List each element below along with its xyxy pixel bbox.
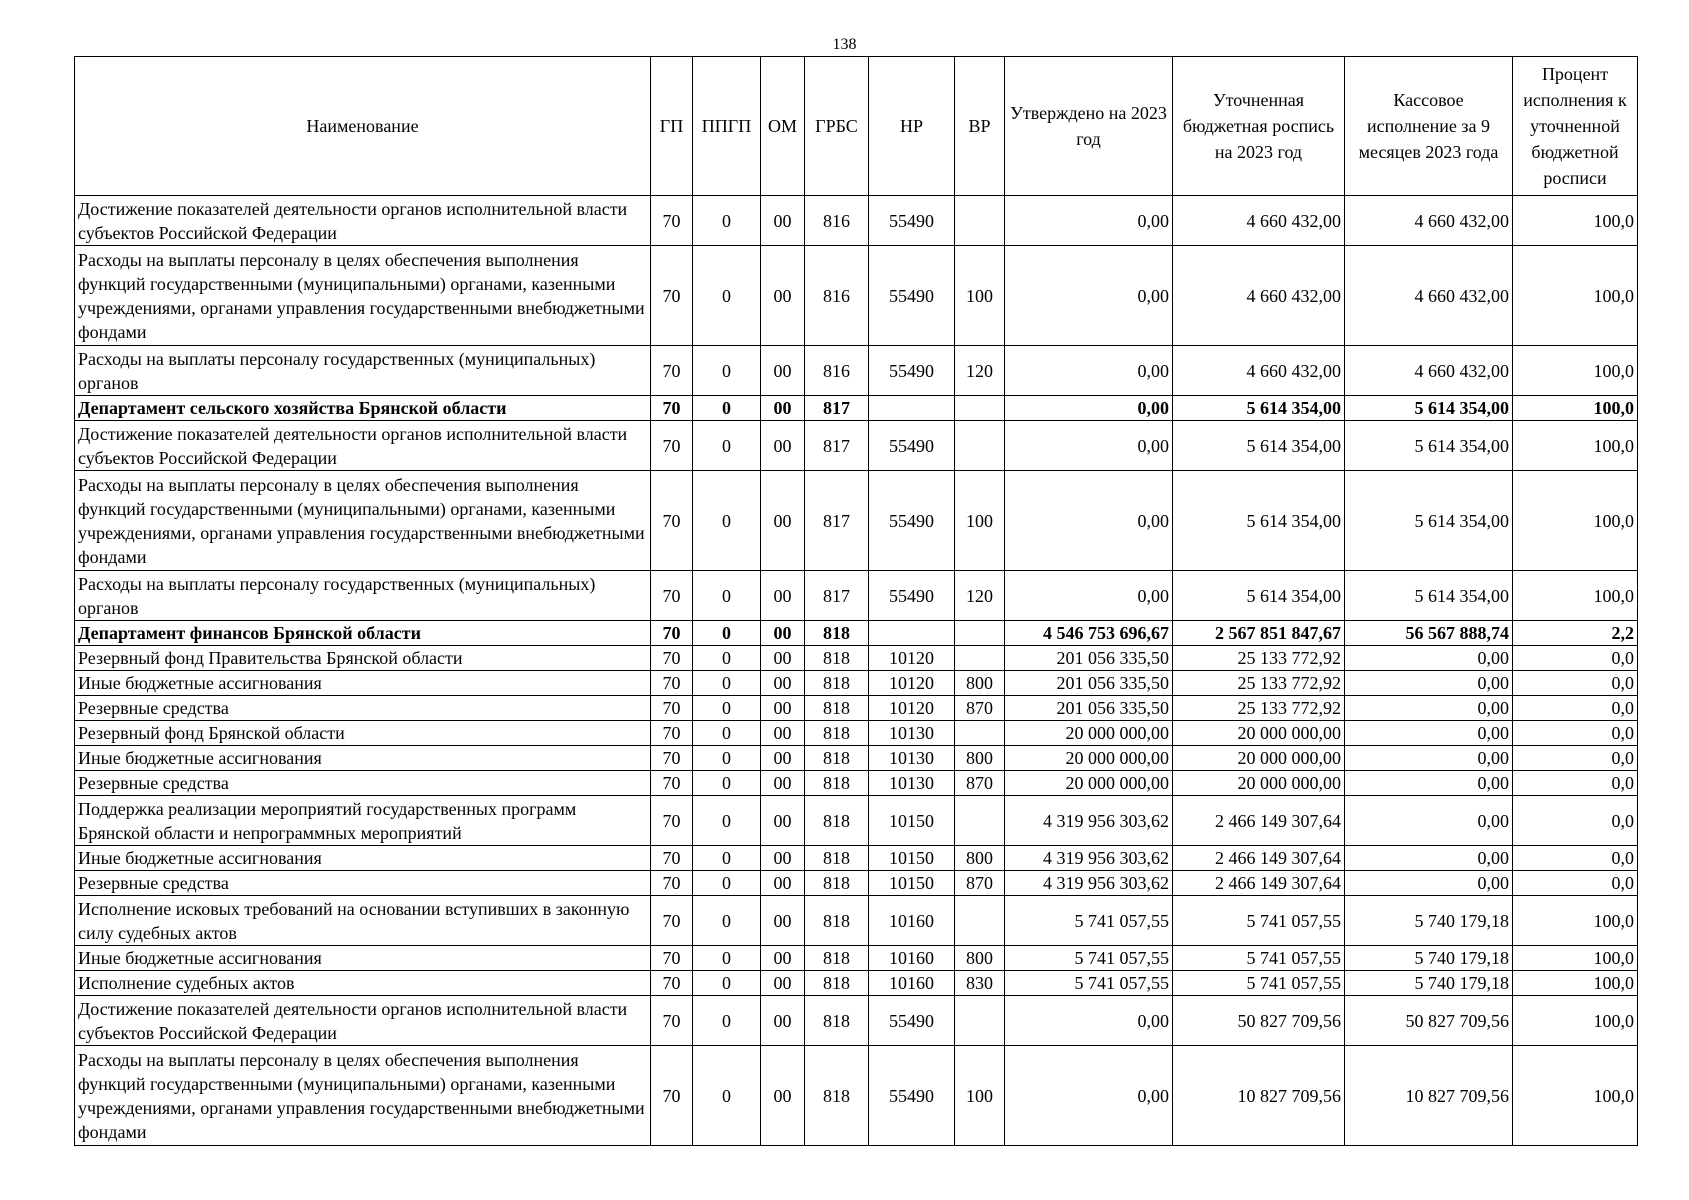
cell-vr bbox=[955, 646, 1005, 671]
cell-name: Иные бюджетные ассигнования bbox=[75, 946, 651, 971]
cell-vr: 830 bbox=[955, 971, 1005, 996]
table-row bbox=[75, 196, 1638, 246]
cell-cash: 0,00 bbox=[1345, 746, 1513, 771]
cell-refined: 20 000 000,00 bbox=[1173, 771, 1345, 796]
table-row bbox=[75, 796, 1638, 846]
cell-refined: 2 567 851 847,67 bbox=[1173, 621, 1345, 646]
cell-refined: 5 741 057,55 bbox=[1173, 971, 1345, 996]
cell-percent: 100,0 bbox=[1513, 471, 1638, 571]
cell-cash: 0,00 bbox=[1345, 796, 1513, 846]
table-row bbox=[75, 746, 1638, 771]
cell-approved: 0,00 bbox=[1005, 1046, 1173, 1146]
cell-percent: 2,2 bbox=[1513, 621, 1638, 646]
cell-percent: 0,0 bbox=[1513, 746, 1638, 771]
cell-refined: 2 466 149 307,64 bbox=[1173, 846, 1345, 871]
table-row bbox=[75, 971, 1638, 996]
cell-gp: 70 bbox=[651, 746, 693, 771]
cell-cash: 4 660 432,00 bbox=[1345, 246, 1513, 346]
cell-ppgp: 0 bbox=[693, 246, 761, 346]
cell-grbs: 816 bbox=[805, 346, 869, 396]
header-approved: Утверждено на 2023 год bbox=[1005, 57, 1173, 196]
header-vr: ВР bbox=[955, 57, 1005, 196]
cell-refined: 4 660 432,00 bbox=[1173, 346, 1345, 396]
cell-nr: 55490 bbox=[869, 1046, 955, 1146]
cell-nr: 10160 bbox=[869, 946, 955, 971]
cell-om: 00 bbox=[761, 621, 805, 646]
cell-om: 00 bbox=[761, 796, 805, 846]
cell-om: 00 bbox=[761, 696, 805, 721]
cell-vr bbox=[955, 896, 1005, 946]
cell-ppgp: 0 bbox=[693, 471, 761, 571]
cell-percent: 0,0 bbox=[1513, 796, 1638, 846]
cell-refined: 20 000 000,00 bbox=[1173, 721, 1345, 746]
cell-cash: 0,00 bbox=[1345, 671, 1513, 696]
cell-nr: 55490 bbox=[869, 246, 955, 346]
cell-percent: 0,0 bbox=[1513, 871, 1638, 896]
cell-cash: 0,00 bbox=[1345, 846, 1513, 871]
table-row bbox=[75, 646, 1638, 671]
cell-approved: 5 741 057,55 bbox=[1005, 971, 1173, 996]
cell-ppgp: 0 bbox=[693, 196, 761, 246]
cell-nr: 55490 bbox=[869, 471, 955, 571]
cell-om: 00 bbox=[761, 971, 805, 996]
cell-name: Достижение показателей деятельности органов исполнительной власти субъектов Российской Федерации bbox=[75, 421, 651, 471]
table-row bbox=[75, 896, 1638, 946]
cell-grbs: 817 bbox=[805, 471, 869, 571]
cell-refined: 10 827 709,56 bbox=[1173, 1046, 1345, 1146]
cell-approved: 0,00 bbox=[1005, 346, 1173, 396]
cell-refined: 25 133 772,92 bbox=[1173, 671, 1345, 696]
cell-approved: 20 000 000,00 bbox=[1005, 746, 1173, 771]
cell-approved: 20 000 000,00 bbox=[1005, 721, 1173, 746]
cell-approved: 201 056 335,50 bbox=[1005, 696, 1173, 721]
cell-name: Резервные средства bbox=[75, 771, 651, 796]
cell-om: 00 bbox=[761, 871, 805, 896]
cell-refined: 20 000 000,00 bbox=[1173, 746, 1345, 771]
cell-vr: 800 bbox=[955, 746, 1005, 771]
cell-gp: 70 bbox=[651, 721, 693, 746]
cell-om: 00 bbox=[761, 571, 805, 621]
cell-om: 00 bbox=[761, 396, 805, 421]
cell-approved: 0,00 bbox=[1005, 571, 1173, 621]
cell-ppgp: 0 bbox=[693, 696, 761, 721]
cell-name: Департамент финансов Брянской области bbox=[75, 621, 651, 646]
cell-name: Поддержка реализации мероприятий государственных программ Брянской области и непрограммных мероприятий bbox=[75, 796, 651, 846]
cell-om: 00 bbox=[761, 1046, 805, 1146]
cell-percent: 0,0 bbox=[1513, 721, 1638, 746]
cell-refined: 2 466 149 307,64 bbox=[1173, 871, 1345, 896]
cell-approved: 4 319 956 303,62 bbox=[1005, 846, 1173, 871]
cell-ppgp: 0 bbox=[693, 621, 761, 646]
cell-vr: 100 bbox=[955, 471, 1005, 571]
cell-om: 00 bbox=[761, 771, 805, 796]
cell-name: Достижение показателей деятельности органов исполнительной власти субъектов Российской Федерации bbox=[75, 996, 651, 1046]
cell-nr: 10150 bbox=[869, 846, 955, 871]
cell-cash: 4 660 432,00 bbox=[1345, 196, 1513, 246]
table-row bbox=[75, 671, 1638, 696]
cell-gp: 70 bbox=[651, 396, 693, 421]
cell-vr bbox=[955, 996, 1005, 1046]
cell-percent: 100,0 bbox=[1513, 571, 1638, 621]
cell-vr: 120 bbox=[955, 346, 1005, 396]
table-row bbox=[75, 346, 1638, 396]
cell-vr bbox=[955, 196, 1005, 246]
cell-om: 00 bbox=[761, 946, 805, 971]
cell-percent: 100,0 bbox=[1513, 996, 1638, 1046]
cell-refined: 50 827 709,56 bbox=[1173, 996, 1345, 1046]
cell-nr: 55490 bbox=[869, 196, 955, 246]
cell-nr: 10160 bbox=[869, 971, 955, 996]
cell-cash: 0,00 bbox=[1345, 721, 1513, 746]
cell-nr: 55490 bbox=[869, 421, 955, 471]
cell-name: Исполнение судебных актов bbox=[75, 971, 651, 996]
cell-approved: 0,00 bbox=[1005, 996, 1173, 1046]
cell-gp: 70 bbox=[651, 196, 693, 246]
cell-om: 00 bbox=[761, 646, 805, 671]
cell-percent: 0,0 bbox=[1513, 696, 1638, 721]
cell-gp: 70 bbox=[651, 946, 693, 971]
cell-grbs: 817 bbox=[805, 421, 869, 471]
cell-approved: 0,00 bbox=[1005, 246, 1173, 346]
cell-gp: 70 bbox=[651, 896, 693, 946]
cell-percent: 0,0 bbox=[1513, 771, 1638, 796]
cell-approved: 5 741 057,55 bbox=[1005, 896, 1173, 946]
cell-percent: 0,0 bbox=[1513, 646, 1638, 671]
cell-om: 00 bbox=[761, 246, 805, 346]
cell-gp: 70 bbox=[651, 696, 693, 721]
cell-name: Иные бюджетные ассигнования bbox=[75, 671, 651, 696]
cell-om: 00 bbox=[761, 746, 805, 771]
cell-om: 00 bbox=[761, 671, 805, 696]
cell-cash: 56 567 888,74 bbox=[1345, 621, 1513, 646]
cell-gp: 70 bbox=[651, 671, 693, 696]
header-grbs: ГРБС bbox=[805, 57, 869, 196]
cell-percent: 100,0 bbox=[1513, 246, 1638, 346]
table-header-row bbox=[75, 57, 1638, 196]
cell-refined: 5 614 354,00 bbox=[1173, 471, 1345, 571]
cell-percent: 0,0 bbox=[1513, 671, 1638, 696]
budget-table bbox=[74, 56, 1638, 1146]
cell-cash: 50 827 709,56 bbox=[1345, 996, 1513, 1046]
cell-grbs: 818 bbox=[805, 721, 869, 746]
cell-name: Исполнение исковых требований на основании вступивших в законную силу судебных актов bbox=[75, 896, 651, 946]
cell-ppgp: 0 bbox=[693, 796, 761, 846]
cell-vr bbox=[955, 621, 1005, 646]
cell-nr: 10120 bbox=[869, 696, 955, 721]
cell-grbs: 817 bbox=[805, 571, 869, 621]
cell-cash: 4 660 432,00 bbox=[1345, 346, 1513, 396]
cell-nr: 10120 bbox=[869, 646, 955, 671]
cell-grbs: 818 bbox=[805, 846, 869, 871]
cell-nr: 10130 bbox=[869, 771, 955, 796]
cell-refined: 5 614 354,00 bbox=[1173, 571, 1345, 621]
table-row bbox=[75, 771, 1638, 796]
header-percent: Процент исполнения к уточненной бюджетной росписи bbox=[1513, 57, 1638, 196]
cell-ppgp: 0 bbox=[693, 396, 761, 421]
cell-grbs: 816 bbox=[805, 246, 869, 346]
cell-vr: 800 bbox=[955, 946, 1005, 971]
cell-name: Расходы на выплаты персоналу в целях обеспечения выполнения функций государственными (муниципальными) органами, казенными учреждениями, органами управления государственными внебюджетными фондами bbox=[75, 1046, 651, 1146]
cell-cash: 5 740 179,18 bbox=[1345, 971, 1513, 996]
cell-name: Департамент сельского хозяйства Брянской области bbox=[75, 396, 651, 421]
cell-percent: 100,0 bbox=[1513, 1046, 1638, 1146]
cell-percent: 100,0 bbox=[1513, 946, 1638, 971]
cell-cash: 5 740 179,18 bbox=[1345, 896, 1513, 946]
cell-approved: 201 056 335,50 bbox=[1005, 671, 1173, 696]
table-row bbox=[75, 846, 1638, 871]
cell-nr: 55490 bbox=[869, 571, 955, 621]
header-refined: Уточненная бюджетная роспись на 2023 год bbox=[1173, 57, 1345, 196]
cell-grbs: 818 bbox=[805, 646, 869, 671]
cell-name: Расходы на выплаты персоналу в целях обеспечения выполнения функций государственными (муниципальными) органами, казенными учреждениями, органами управления государственными внебюджетными фондами bbox=[75, 246, 651, 346]
cell-nr: 10120 bbox=[869, 671, 955, 696]
cell-nr: 55490 bbox=[869, 346, 955, 396]
cell-refined: 4 660 432,00 bbox=[1173, 246, 1345, 346]
cell-approved: 201 056 335,50 bbox=[1005, 646, 1173, 671]
cell-cash: 0,00 bbox=[1345, 646, 1513, 671]
header-nr: НР bbox=[869, 57, 955, 196]
cell-name: Иные бюджетные ассигнования bbox=[75, 846, 651, 871]
cell-om: 00 bbox=[761, 846, 805, 871]
cell-grbs: 818 bbox=[805, 971, 869, 996]
cell-gp: 70 bbox=[651, 971, 693, 996]
cell-gp: 70 bbox=[651, 471, 693, 571]
cell-grbs: 818 bbox=[805, 1046, 869, 1146]
cell-approved: 4 319 956 303,62 bbox=[1005, 796, 1173, 846]
cell-name: Расходы на выплаты персоналу государственных (муниципальных) органов bbox=[75, 571, 651, 621]
cell-approved: 0,00 bbox=[1005, 196, 1173, 246]
cell-ppgp: 0 bbox=[693, 871, 761, 896]
cell-approved: 0,00 bbox=[1005, 471, 1173, 571]
cell-refined: 25 133 772,92 bbox=[1173, 696, 1345, 721]
cell-gp: 70 bbox=[651, 796, 693, 846]
cell-grbs: 818 bbox=[805, 871, 869, 896]
cell-name: Резервный фонд Брянской области bbox=[75, 721, 651, 746]
table-row bbox=[75, 246, 1638, 346]
cell-approved: 4 319 956 303,62 bbox=[1005, 871, 1173, 896]
cell-grbs: 818 bbox=[805, 671, 869, 696]
table-row bbox=[75, 996, 1638, 1046]
cell-cash: 10 827 709,56 bbox=[1345, 1046, 1513, 1146]
table-row bbox=[75, 396, 1638, 421]
cell-om: 00 bbox=[761, 346, 805, 396]
cell-grbs: 818 bbox=[805, 946, 869, 971]
cell-gp: 70 bbox=[651, 846, 693, 871]
cell-cash: 5 740 179,18 bbox=[1345, 946, 1513, 971]
cell-om: 00 bbox=[761, 471, 805, 571]
cell-om: 00 bbox=[761, 421, 805, 471]
header-gp: ГП bbox=[651, 57, 693, 196]
cell-gp: 70 bbox=[651, 646, 693, 671]
table-row bbox=[75, 1046, 1638, 1146]
table-row bbox=[75, 946, 1638, 971]
cell-ppgp: 0 bbox=[693, 346, 761, 396]
header-ppgp: ППГП bbox=[693, 57, 761, 196]
cell-ppgp: 0 bbox=[693, 721, 761, 746]
cell-gp: 70 bbox=[651, 871, 693, 896]
cell-vr: 120 bbox=[955, 571, 1005, 621]
cell-refined: 4 660 432,00 bbox=[1173, 196, 1345, 246]
cell-grbs: 818 bbox=[805, 896, 869, 946]
cell-gp: 70 bbox=[651, 246, 693, 346]
cell-name: Расходы на выплаты персоналу в целях обеспечения выполнения функций государственными (муниципальными) органами, казенными учреждениями, органами управления государственными внебюджетными фондами bbox=[75, 471, 651, 571]
cell-grbs: 818 bbox=[805, 771, 869, 796]
cell-name: Достижение показателей деятельности органов исполнительной власти субъектов Российской Федерации bbox=[75, 196, 651, 246]
cell-ppgp: 0 bbox=[693, 946, 761, 971]
cell-percent: 100,0 bbox=[1513, 896, 1638, 946]
cell-grbs: 817 bbox=[805, 396, 869, 421]
cell-vr bbox=[955, 396, 1005, 421]
table-row bbox=[75, 471, 1638, 571]
cell-refined: 5 741 057,55 bbox=[1173, 896, 1345, 946]
cell-ppgp: 0 bbox=[693, 971, 761, 996]
cell-cash: 5 614 354,00 bbox=[1345, 421, 1513, 471]
cell-cash: 0,00 bbox=[1345, 871, 1513, 896]
cell-grbs: 818 bbox=[805, 621, 869, 646]
cell-grbs: 816 bbox=[805, 196, 869, 246]
cell-nr: 10150 bbox=[869, 871, 955, 896]
header-om: ОМ bbox=[761, 57, 805, 196]
cell-percent: 100,0 bbox=[1513, 346, 1638, 396]
cell-name: Резервный фонд Правительства Брянской области bbox=[75, 646, 651, 671]
cell-name: Резервные средства bbox=[75, 696, 651, 721]
cell-gp: 70 bbox=[651, 421, 693, 471]
cell-nr bbox=[869, 621, 955, 646]
cell-grbs: 818 bbox=[805, 746, 869, 771]
cell-approved: 0,00 bbox=[1005, 396, 1173, 421]
cell-ppgp: 0 bbox=[693, 996, 761, 1046]
cell-vr bbox=[955, 721, 1005, 746]
table-row bbox=[75, 421, 1638, 471]
cell-approved: 20 000 000,00 bbox=[1005, 771, 1173, 796]
table-row bbox=[75, 871, 1638, 896]
cell-percent: 100,0 bbox=[1513, 396, 1638, 421]
cell-nr: 10130 bbox=[869, 746, 955, 771]
cell-refined: 25 133 772,92 bbox=[1173, 646, 1345, 671]
cell-cash: 5 614 354,00 bbox=[1345, 571, 1513, 621]
cell-nr: 10150 bbox=[869, 796, 955, 846]
cell-vr bbox=[955, 421, 1005, 471]
cell-nr: 10130 bbox=[869, 721, 955, 746]
cell-vr: 870 bbox=[955, 871, 1005, 896]
cell-grbs: 818 bbox=[805, 696, 869, 721]
cell-gp: 70 bbox=[651, 346, 693, 396]
cell-vr: 870 bbox=[955, 696, 1005, 721]
cell-gp: 70 bbox=[651, 1046, 693, 1146]
table-row bbox=[75, 621, 1638, 646]
cell-cash: 0,00 bbox=[1345, 771, 1513, 796]
header-name: Наименование bbox=[75, 57, 651, 196]
table-row bbox=[75, 721, 1638, 746]
cell-ppgp: 0 bbox=[693, 746, 761, 771]
cell-percent: 0,0 bbox=[1513, 846, 1638, 871]
cell-vr bbox=[955, 796, 1005, 846]
cell-approved: 5 741 057,55 bbox=[1005, 946, 1173, 971]
cell-approved: 4 546 753 696,67 bbox=[1005, 621, 1173, 646]
cell-grbs: 818 bbox=[805, 796, 869, 846]
cell-om: 00 bbox=[761, 196, 805, 246]
cell-percent: 100,0 bbox=[1513, 421, 1638, 471]
table-row bbox=[75, 696, 1638, 721]
cell-vr: 100 bbox=[955, 246, 1005, 346]
cell-ppgp: 0 bbox=[693, 896, 761, 946]
cell-gp: 70 bbox=[651, 771, 693, 796]
header-cash: Кассовое исполнение за 9 месяцев 2023 года bbox=[1345, 57, 1513, 196]
cell-percent: 100,0 bbox=[1513, 971, 1638, 996]
cell-ppgp: 0 bbox=[693, 646, 761, 671]
cell-cash: 0,00 bbox=[1345, 696, 1513, 721]
cell-ppgp: 0 bbox=[693, 1046, 761, 1146]
cell-ppgp: 0 bbox=[693, 846, 761, 871]
cell-gp: 70 bbox=[651, 996, 693, 1046]
cell-cash: 5 614 354,00 bbox=[1345, 396, 1513, 421]
cell-ppgp: 0 bbox=[693, 421, 761, 471]
cell-om: 00 bbox=[761, 721, 805, 746]
cell-refined: 5 614 354,00 bbox=[1173, 396, 1345, 421]
cell-ppgp: 0 bbox=[693, 671, 761, 696]
cell-percent: 100,0 bbox=[1513, 196, 1638, 246]
cell-name: Резервные средства bbox=[75, 871, 651, 896]
cell-name: Расходы на выплаты персоналу государственных (муниципальных) органов bbox=[75, 346, 651, 396]
cell-gp: 70 bbox=[651, 621, 693, 646]
cell-refined: 5 614 354,00 bbox=[1173, 421, 1345, 471]
cell-gp: 70 bbox=[651, 571, 693, 621]
page-number: 138 bbox=[832, 36, 857, 53]
cell-cash: 5 614 354,00 bbox=[1345, 471, 1513, 571]
cell-refined: 5 741 057,55 bbox=[1173, 946, 1345, 971]
cell-ppgp: 0 bbox=[693, 771, 761, 796]
cell-om: 00 bbox=[761, 996, 805, 1046]
cell-ppgp: 0 bbox=[693, 571, 761, 621]
cell-grbs: 818 bbox=[805, 996, 869, 1046]
cell-vr: 100 bbox=[955, 1046, 1005, 1146]
cell-vr: 800 bbox=[955, 846, 1005, 871]
table-row bbox=[75, 571, 1638, 621]
cell-nr bbox=[869, 396, 955, 421]
cell-name: Иные бюджетные ассигнования bbox=[75, 746, 651, 771]
cell-vr: 870 bbox=[955, 771, 1005, 796]
cell-nr: 55490 bbox=[869, 996, 955, 1046]
cell-om: 00 bbox=[761, 896, 805, 946]
cell-refined: 2 466 149 307,64 bbox=[1173, 796, 1345, 846]
cell-vr: 800 bbox=[955, 671, 1005, 696]
cell-nr: 10160 bbox=[869, 896, 955, 946]
cell-approved: 0,00 bbox=[1005, 421, 1173, 471]
